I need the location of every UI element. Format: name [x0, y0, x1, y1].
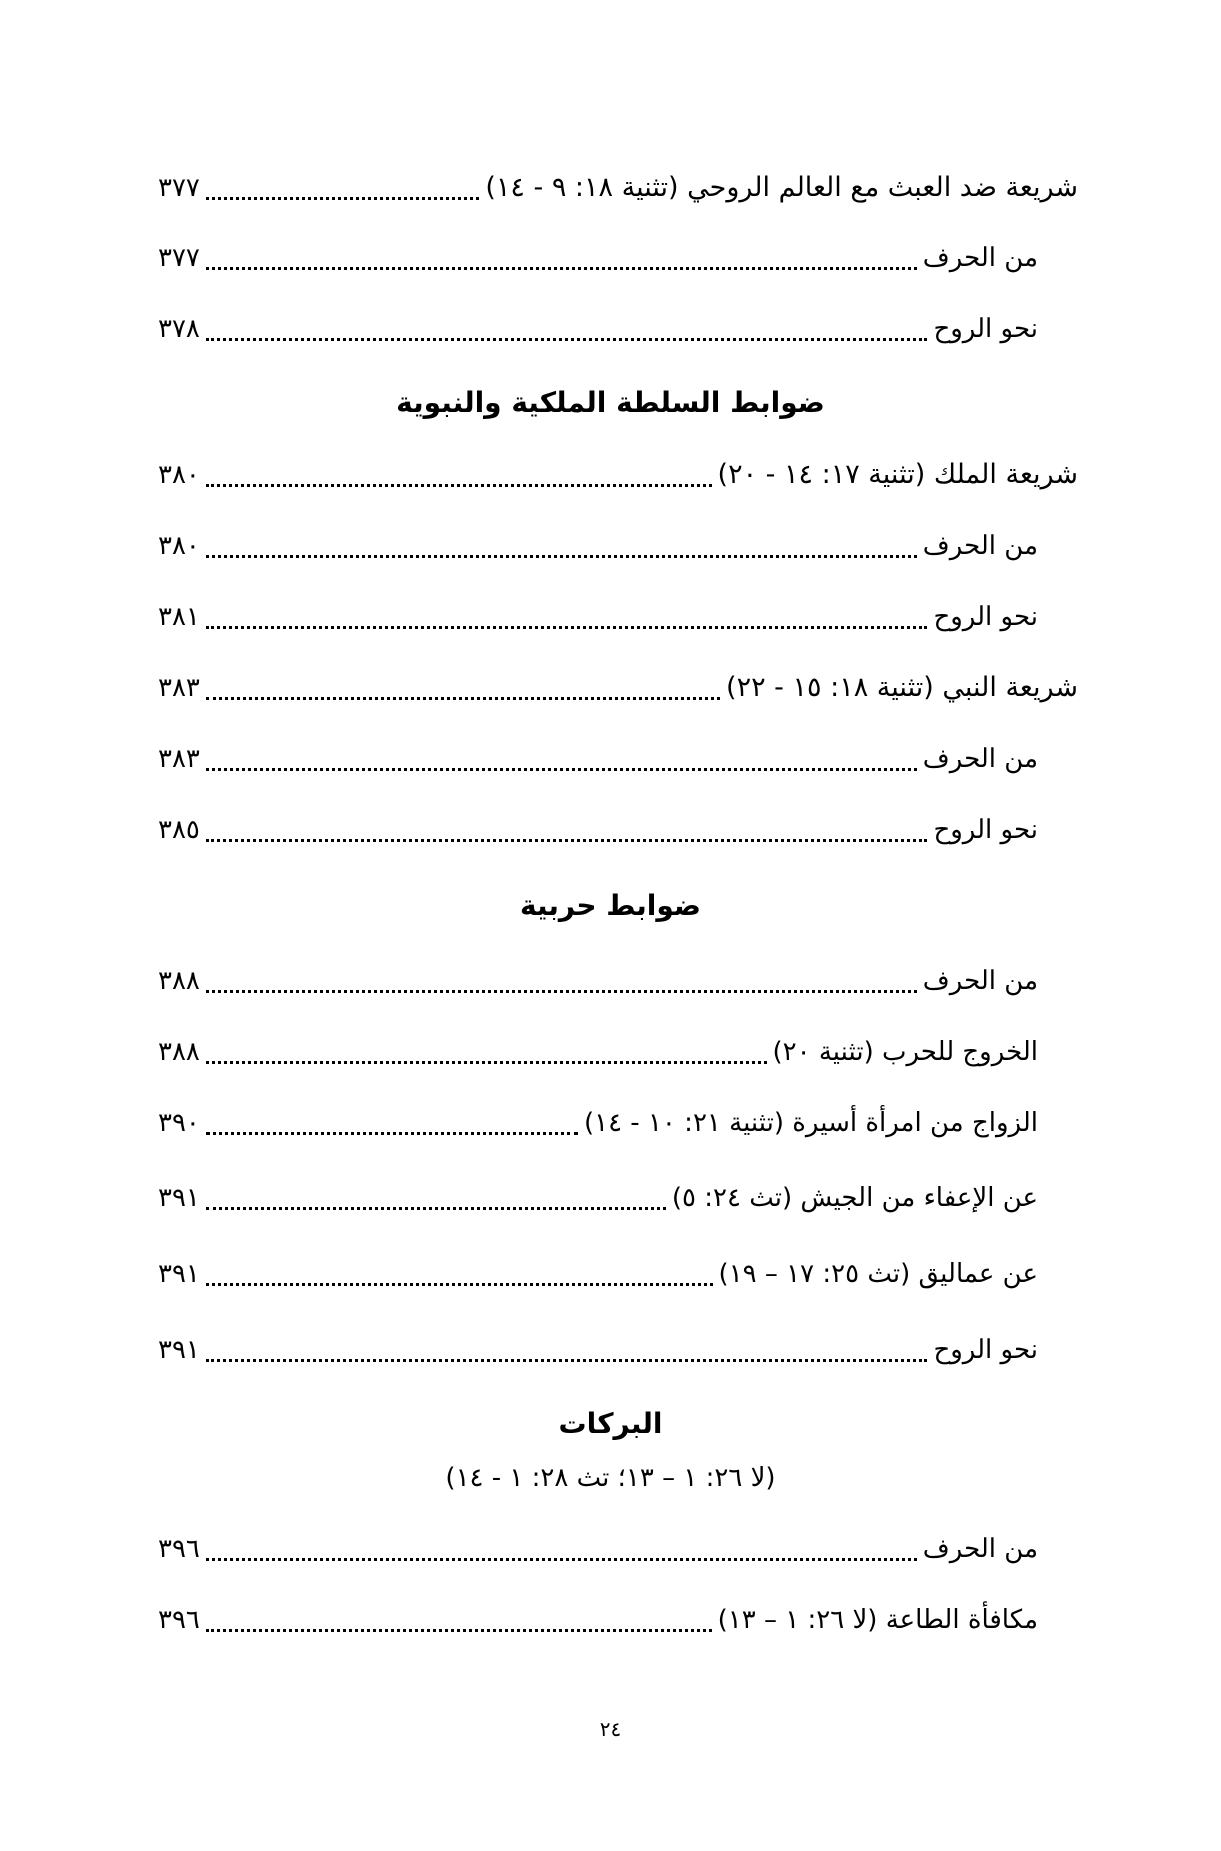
toc-entry-page: ٣٨١ — [158, 602, 200, 632]
toc-entry-title: من الحرف — [922, 1534, 1038, 1564]
dot-leader — [206, 697, 720, 700]
dot-leader — [206, 839, 928, 842]
toc-entry-page: ٣٧٧ — [158, 173, 200, 203]
toc-entry-page: ٣٨٨ — [158, 1037, 200, 1067]
toc-entry-title: شريعة ضد العبث مع العالم الروحي (تثنية ١٨: ٩ - ١٤) — [485, 172, 1078, 203]
toc-entry — [158, 1032, 1038, 1072]
dot-leader — [206, 267, 917, 270]
dot-leader — [206, 990, 917, 993]
toc-subentry — [158, 526, 1038, 566]
toc-entry — [158, 1178, 1038, 1218]
toc-entry-page: ٣٨٣ — [158, 673, 200, 703]
toc-entry-page: ٣٩١ — [158, 1335, 200, 1365]
dot-leader — [206, 1629, 712, 1632]
toc-entry — [158, 1600, 1038, 1640]
section-heading: البركات — [558, 1407, 663, 1440]
toc-entry-title: نحو الروح — [933, 602, 1038, 632]
toc-entry-title: من الحرف — [922, 966, 1038, 996]
toc-entry-page: ٣٨٣ — [158, 744, 200, 774]
dot-leader — [206, 555, 917, 558]
toc-subentry — [158, 961, 1038, 1001]
section-subheading: (لا ٢٦: ١ – ١٣؛ تث ٢٨: ١ - ١٤) — [445, 1463, 776, 1493]
toc-entry-page: ٣٨٨ — [158, 966, 200, 996]
toc-entry-title: عن الإعفاء من الجيش (تث ٢٤: ٥) — [671, 1183, 1038, 1213]
toc-subentry — [158, 1529, 1038, 1569]
dot-leader — [206, 1061, 767, 1064]
toc-entry — [158, 1103, 1038, 1143]
dot-leader — [206, 626, 928, 629]
toc-entry-title: من الحرف — [922, 531, 1038, 561]
toc-entry-page: ٣٩١ — [158, 1183, 200, 1213]
toc-entry-page: ٣٧٧ — [158, 243, 200, 273]
toc-entry-title: نحو الروح — [933, 1335, 1038, 1365]
toc-subentry — [158, 810, 1038, 850]
toc-entry-title: عن عماليق (تث ٢٥: ١٧ – ١٩) — [718, 1259, 1038, 1289]
toc-entry — [158, 455, 1078, 495]
toc-entry-title: نحو الروح — [933, 314, 1038, 344]
dot-leader — [206, 197, 479, 200]
toc-entry-title: الخروج للحرب (تثنية ٢٠) — [772, 1037, 1038, 1067]
toc-entry-title: شريعة الملك (تثنية ١٧: ١٤ - ٢٠) — [717, 459, 1078, 490]
dot-leader — [206, 484, 712, 487]
toc-subentry — [158, 597, 1038, 637]
page-number: ٢٤ — [599, 1717, 622, 1741]
toc-entry-page: ٣٩٠ — [158, 1108, 200, 1138]
toc-entry-page: ٣٩٦ — [158, 1605, 200, 1635]
dot-leader — [206, 1283, 713, 1286]
dot-leader — [206, 1132, 578, 1135]
toc-entry-page: ٣٨٠ — [158, 531, 200, 561]
toc-entry — [158, 1254, 1038, 1294]
section-heading: ضوابط حربية — [520, 889, 701, 922]
toc-entry-page: ٣٨٠ — [158, 460, 200, 490]
toc-subentry — [158, 1330, 1038, 1370]
toc-entry-page: ٣٧٨ — [158, 314, 200, 344]
toc-entry-page: ٣٨٥ — [158, 815, 200, 845]
toc-entry-title: من الحرف — [922, 744, 1038, 774]
toc-entry-title: من الحرف — [922, 243, 1038, 273]
toc-entry-title: نحو الروح — [933, 815, 1038, 845]
toc-entry-page: ٣٩١ — [158, 1259, 200, 1289]
toc-entry-title: مكافأة الطاعة (لا ٢٦: ١ – ١٣) — [717, 1605, 1038, 1635]
toc-subentry — [158, 309, 1038, 349]
toc-entry — [158, 668, 1078, 708]
dot-leader — [206, 1558, 917, 1561]
dot-leader — [206, 768, 917, 771]
toc-entry-page: ٣٩٦ — [158, 1534, 200, 1564]
toc-subentry — [158, 739, 1038, 779]
toc-entry-title: شريعة النبي (تثنية ١٨: ١٥ - ٢٢) — [726, 672, 1078, 703]
section-heading: ضوابط السلطة الملكية والنبوية — [396, 386, 825, 419]
toc-subentry — [158, 238, 1038, 278]
dot-leader — [206, 1359, 928, 1362]
dot-leader — [206, 338, 928, 341]
toc-entry — [158, 168, 1078, 208]
dot-leader — [206, 1207, 666, 1210]
toc-entry-title: الزواج من امرأة أسيرة (تثنية ٢١: ١٠ - ١٤) — [583, 1108, 1038, 1138]
